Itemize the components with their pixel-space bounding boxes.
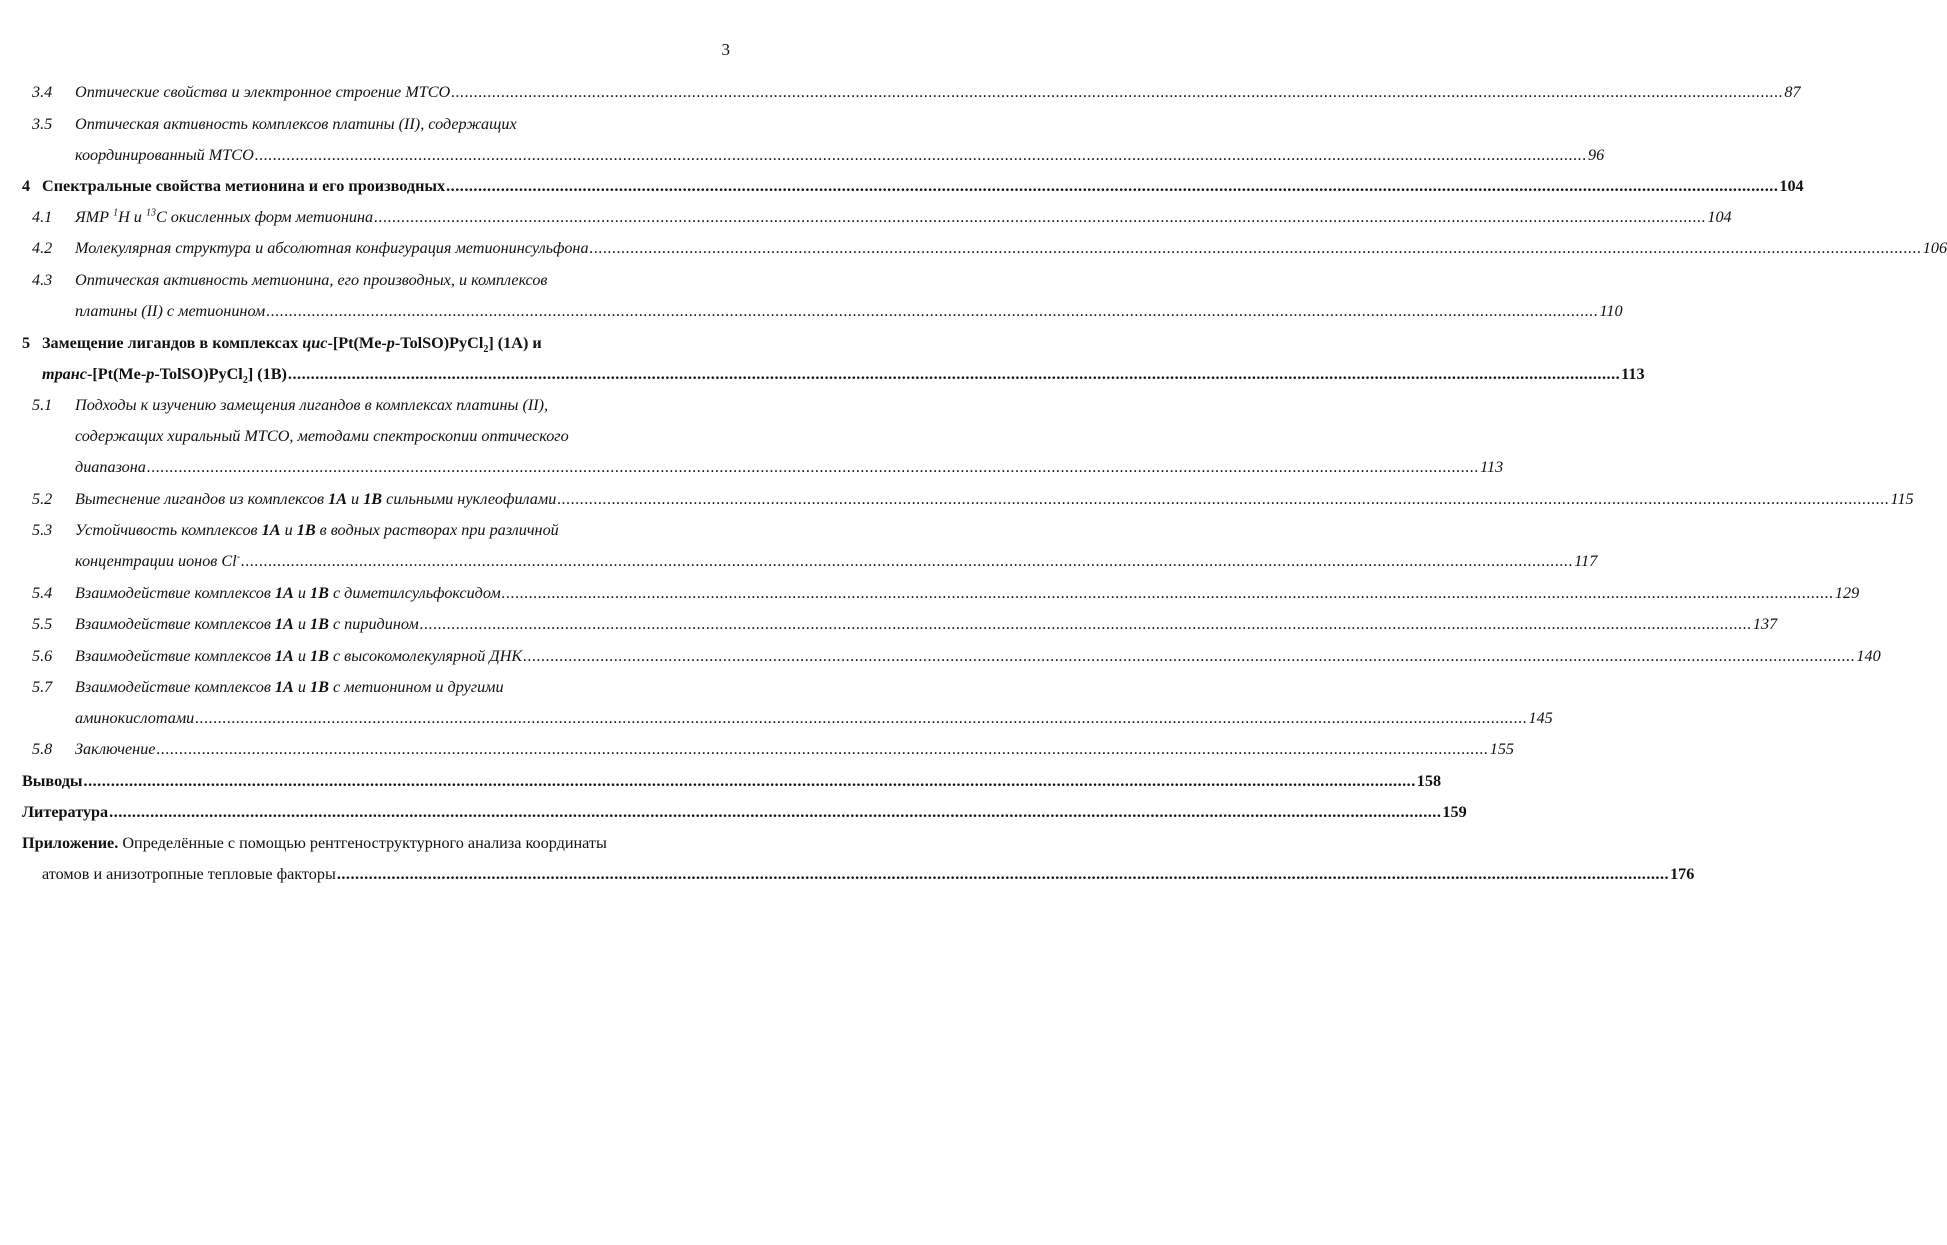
toc-entry-5-2[interactable] (32, 487, 1914, 511)
toc-entry-5-7[interactable] (32, 675, 718, 699)
toc-title: Приложение. Определённые с помощью рентгеноструктурного анализа координаты (22, 834, 607, 852)
toc-entry-4-3-cont[interactable] (75, 299, 1623, 323)
toc-entry-4-3[interactable] (32, 268, 718, 292)
toc-title: содержащих хиральный МТСО, методами спектроскопии оптического (75, 427, 569, 445)
toc-appendix-cont[interactable] (42, 862, 1695, 886)
toc-entry-4-2[interactable] (32, 236, 1947, 260)
toc-appendix[interactable] (22, 831, 718, 855)
toc-leader (288, 362, 1620, 386)
toc-title: транс-[Pt(Me-p-TolSO)PyCl$_2$] (1B) (42, 365, 287, 387)
toc-leader (420, 612, 1752, 636)
toc-page: 176 (1670, 865, 1695, 883)
toc-title: аминокислотами (75, 709, 195, 727)
toc-page: 113 (1480, 458, 1504, 476)
toc-page: 104 (1779, 177, 1804, 195)
toc-number: 5.5 (32, 615, 53, 633)
toc-page: 117 (1574, 552, 1598, 570)
toc-number: 5.1 (32, 396, 53, 414)
toc-title: Заключение (75, 740, 156, 758)
toc-title: атомов и анизотропные тепловые факторы (42, 865, 336, 883)
toc-leader (109, 800, 1441, 824)
toc-title: Взаимодействие комплексов 1A и 1B с метионином и другими (75, 678, 504, 696)
toc-leader (374, 205, 1706, 229)
toc-page: 104 (1707, 208, 1732, 226)
toc-entry-5-1-cont[interactable] (75, 424, 718, 448)
toc-chapter-4[interactable] (22, 174, 1804, 198)
toc-number: 3.4 (32, 83, 53, 101)
toc-leader (502, 581, 1834, 605)
toc-number: 5.8 (32, 740, 53, 758)
toc-leader (446, 174, 1778, 198)
toc-title: Взаимодействие комплексов 1A и 1B с высокомолекулярной ДНК (75, 647, 523, 665)
page-number: 3 (721, 40, 730, 59)
toc-entry-5-3-cont[interactable] (75, 549, 1598, 573)
toc-leader (590, 236, 1922, 260)
toc-number: 4.1 (32, 208, 53, 226)
toc-chapter-5-cont[interactable] (42, 362, 1645, 387)
toc-entry-4-1[interactable] (32, 205, 1732, 229)
toc-leader (255, 143, 1587, 167)
toc-page: 158 (1416, 772, 1442, 790)
toc-title: Устойчивость комплексов 1A и 1B в водных растворах при различной (75, 521, 559, 539)
toc-title: Подходы к изучению замещения лигандов в комплексах платины (II), (75, 396, 549, 414)
toc-page: 129 (1834, 584, 1860, 602)
toc-entry-5-7-cont[interactable] (75, 706, 1553, 730)
toc-entry-5-6[interactable] (32, 644, 1881, 668)
toc-page: 140 (1856, 647, 1881, 665)
toc-entry-3-4[interactable] (32, 80, 1801, 104)
toc-entry-5-5[interactable] (32, 612, 1778, 636)
toc-entry-3-5[interactable] (32, 112, 718, 136)
toc-leader (523, 644, 1855, 668)
toc-entry-5-1-cont2[interactable] (75, 455, 1504, 479)
toc-title: Оптические свойства и электронное строение МТСО (75, 83, 451, 101)
toc-entry-5-8[interactable] (32, 737, 1514, 761)
toc-conclusions[interactable] (22, 769, 1442, 793)
toc-page: 106 (1922, 239, 1947, 257)
toc-number: 4.3 (32, 271, 53, 289)
toc-entry-5-1[interactable] (32, 393, 718, 417)
toc-title: концентрации ионов Cl- (75, 551, 241, 570)
toc-number: 5.3 (32, 521, 53, 539)
toc-number: 5 (22, 334, 31, 352)
toc-page: 87 (1784, 83, 1801, 101)
toc-title: Взаимодействие комплексов 1A и 1B с пиридином (75, 615, 419, 633)
toc-leader (195, 706, 1527, 730)
toc-title: Оптическая активность метионина, его производных, и комплексов (75, 271, 548, 289)
toc-leader (337, 862, 1669, 886)
toc-title: координированный МТСО (75, 146, 254, 164)
toc-page: 159 (1442, 803, 1467, 821)
toc-page: 145 (1528, 709, 1553, 727)
toc-title: Спектральные свойства метионина и его производных (42, 177, 446, 195)
toc-title: Выводы (22, 772, 83, 790)
toc-page: 115 (1890, 490, 1914, 508)
toc-title: Оптическая активность комплексов платины (II), содержащих (75, 115, 517, 133)
toc-leader (156, 737, 1488, 761)
toc-number: 5.4 (32, 584, 53, 602)
toc-page: 113 (1621, 365, 1645, 383)
toc-number: 3.5 (32, 115, 53, 133)
toc-number: 5.6 (32, 647, 53, 665)
toc-page: 96 (1588, 146, 1605, 164)
toc-entry-3-5-cont[interactable] (75, 143, 1605, 167)
toc-page: 110 (1599, 302, 1623, 320)
toc-leader (147, 455, 1479, 479)
toc-leader (84, 769, 1416, 793)
toc-title: ЯМР $^1$Н и $^{13}$С окисленных форм метионина (75, 207, 374, 226)
toc-number: 4.2 (32, 239, 53, 257)
toc-page: 137 (1752, 615, 1778, 633)
toc-page: 155 (1489, 740, 1514, 758)
toc-title: Молекулярная структура и абсолютная конфигурация метионинсульфона (75, 239, 589, 257)
toc-title: Вытеснение лигандов из комплексов 1A и 1B сильными нуклеофилами (75, 490, 557, 508)
toc-title: Литература (22, 803, 109, 821)
toc-leader (241, 549, 1573, 573)
toc-title: диапазона (75, 458, 146, 476)
toc-number: 5.7 (32, 678, 53, 696)
toc-number: 5.2 (32, 490, 53, 508)
toc-title: платины (II) с метионином (75, 302, 266, 320)
toc-leader (266, 299, 1598, 323)
toc-title: Замещение лигандов в комплексах цис-[Pt(Me-p-TolSO)PyCl$_2$] (1A) и (42, 334, 542, 356)
toc-number: 4 (22, 177, 31, 195)
toc-entry-5-4[interactable] (32, 581, 1860, 605)
toc-entry-5-3[interactable] (32, 518, 718, 542)
toc-leader (451, 80, 1783, 104)
toc-chapter-5[interactable] (22, 331, 718, 356)
toc-leader (557, 487, 1889, 511)
toc-literature[interactable] (22, 800, 1467, 824)
toc-title: Взаимодействие комплексов 1A и 1B с диметилсульфоксидом (75, 584, 501, 602)
